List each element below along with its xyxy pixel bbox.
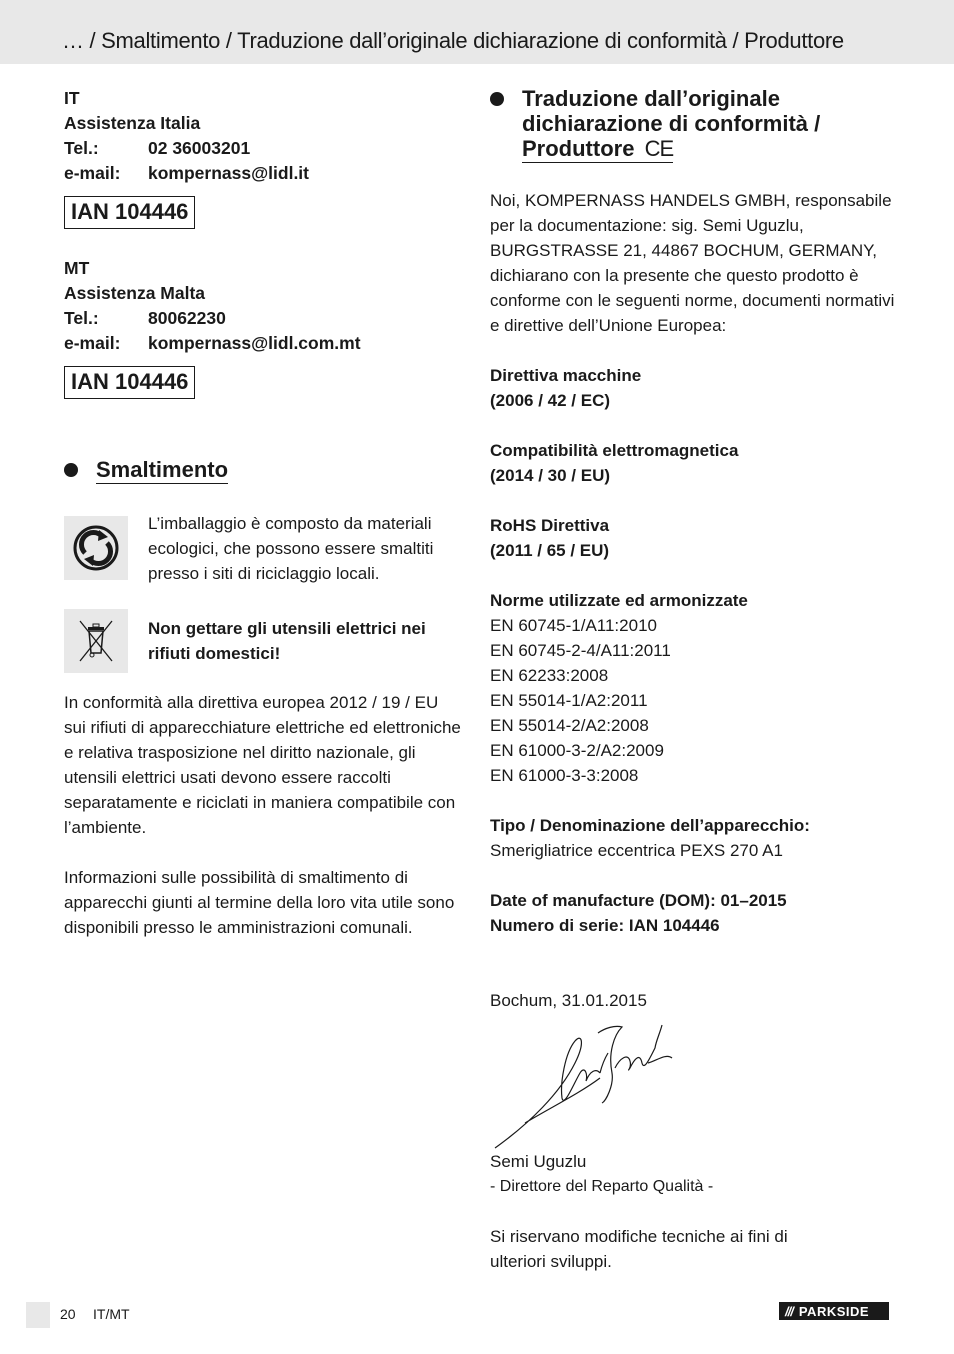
email-value: kompernass@lidl.com.mt <box>148 333 361 353</box>
parkside-logo <box>779 1302 889 1320</box>
standard-item: EN 61000-3-2/A2:2009 <box>490 741 664 760</box>
signature-icon <box>490 1013 710 1153</box>
standard-item: EN 55014-1/A2:2011 <box>490 691 648 710</box>
standard-item: EN 61000-3-3:2008 <box>490 766 639 785</box>
standard-item: EN 60745-2-4/A11:2011 <box>490 641 671 660</box>
ce-mark-icon: CE <box>644 136 674 161</box>
contact-email-row <box>64 161 464 186</box>
warning-text: Non gettare gli utensili elettrici nei rifiuti domestici! <box>148 619 426 663</box>
standard-item: EN 55014-2/A2:2008 <box>490 716 649 735</box>
contact-service: Assistenza Italia <box>64 113 201 133</box>
directive-name: RoHS Direttiva <box>490 516 610 535</box>
standard-item: EN 60745-1/A11:2010 <box>490 616 657 635</box>
device-type-label: Tipo / Denominazione dell’apparecchio: <box>490 816 810 835</box>
disposal-paragraph-2: Informazioni sulle possibilità di smaltimento di apparecchi giunti al termine della loro vita utile sono disponibili presso le amministrazioni comunali. <box>64 868 455 937</box>
heading-text: Smaltimento <box>96 457 229 482</box>
logo-stripes-icon: /// <box>785 1303 793 1319</box>
ian-box-it: IAN 104446 <box>64 196 195 229</box>
date-of-manufacture: Date of manufacture (DOM): 01–2015 <box>490 891 787 910</box>
section-heading-disposal <box>64 457 464 484</box>
recycle-icon <box>64 516 128 580</box>
directive-code: (2014 / 30 / EU) <box>490 466 611 485</box>
contact-service: Assistenza Malta <box>64 283 206 303</box>
email-label: e-mail: <box>64 163 121 183</box>
reserve-note <box>490 1224 895 1274</box>
disposal-paragraph-1: In conformità alla direttiva europea 2012 / 19 / EU sui rifiuti di apparecchiature elettriche ed elettroniche e relativa trasposizione nel diritto nazionale, gli utensili elettrici usati devono essere raccolti separatamente e riciclati in maniera compatibile con l’ambiente. <box>64 693 461 837</box>
email-label: e-mail: <box>64 333 121 353</box>
contact-tel-row <box>64 306 464 331</box>
page-number: 20 <box>60 1306 76 1322</box>
packaging-text: L’imballaggio è composto da materiali ecologici, che possono essere smaltiti presso i siti di riciclaggio locali. <box>148 514 434 583</box>
directive-1 <box>490 363 895 413</box>
signer-name: Semi Uguzlu <box>490 1152 587 1171</box>
standards-heading: Norme utilizzate ed armonizzate <box>490 591 748 610</box>
right-column <box>490 86 895 1274</box>
directive-code: (2006 / 42 / EC) <box>490 391 611 410</box>
contact-tel-row <box>64 136 464 161</box>
tel-value: 80062230 <box>148 308 226 328</box>
footer-box <box>26 1302 50 1328</box>
left-column <box>64 86 464 940</box>
bullet-icon <box>490 92 504 106</box>
section-heading-declaration <box>490 86 895 163</box>
heading-line-3 <box>522 136 673 163</box>
heading-line-1: Traduzione dall’originale <box>522 86 780 111</box>
signer-role: - Direttore del Reparto Qualità - <box>490 1178 714 1195</box>
directive-3 <box>490 513 895 563</box>
email-value: kompernass@lidl.it <box>148 163 309 183</box>
language-code: IT/MT <box>93 1306 130 1322</box>
heading-line-2: dichiarazione di conformità / <box>522 111 821 136</box>
heading-line-3-text: Produttore <box>522 136 635 161</box>
signer-block <box>490 1149 895 1199</box>
place-date: Bochum, 31.01.2015 <box>490 991 647 1010</box>
contact-email-row <box>64 331 464 356</box>
tel-label: Tel.: <box>64 308 99 328</box>
contact-country: IT <box>64 88 80 108</box>
logo-brand: PARKSIDE <box>798 1303 870 1319</box>
reserve-line-2: ulteriori sviluppi. <box>490 1252 612 1271</box>
ian-box-mt: IAN 104446 <box>64 366 195 399</box>
page-header-title: … / Smaltimento / Traduzione dall’originale dichiarazione di conformità / Produttore <box>62 28 844 53</box>
contact-block-mt <box>64 256 464 356</box>
device-type-value: Smerigliatrice eccentrica PEXS 270 A1 <box>490 841 783 860</box>
reserve-line-1: Si riservano modifiche tecniche ai fini di <box>490 1227 788 1246</box>
crossed-bin-icon <box>64 609 128 673</box>
tel-value: 02 36003201 <box>148 138 251 158</box>
directive-2 <box>490 438 895 488</box>
contact-country: MT <box>64 258 90 278</box>
directive-code: (2011 / 65 / EU) <box>490 541 610 560</box>
standards-block <box>490 588 895 788</box>
directive-name: Compatibilità elettromagnetica <box>490 441 739 460</box>
warning-row <box>64 609 464 673</box>
ian-wrapper <box>64 366 464 399</box>
declaration-intro: Noi, KOMPERNASS HANDELS GMBH, responsabile per la documentazione: sig. Semi Uguzlu, BURGSTRASSE 21, 44867 BOCHUM, GERMANY, dichiarano con la presente che questo prodotto è conforme con le seguenti norme, documenti normativi e direttive dell’Unione Europea: <box>490 191 895 335</box>
bullet-icon <box>64 463 78 477</box>
ian-wrapper <box>64 196 464 229</box>
tel-label: Tel.: <box>64 138 99 158</box>
manufacture-block <box>490 888 895 938</box>
contact-block-it <box>64 86 464 186</box>
packaging-row <box>64 516 464 586</box>
serial-number: Numero di serie: IAN 104446 <box>490 916 720 935</box>
standard-item: EN 62233:2008 <box>490 666 609 685</box>
device-type-block <box>490 813 895 863</box>
directive-name: Direttiva macchine <box>490 366 642 385</box>
